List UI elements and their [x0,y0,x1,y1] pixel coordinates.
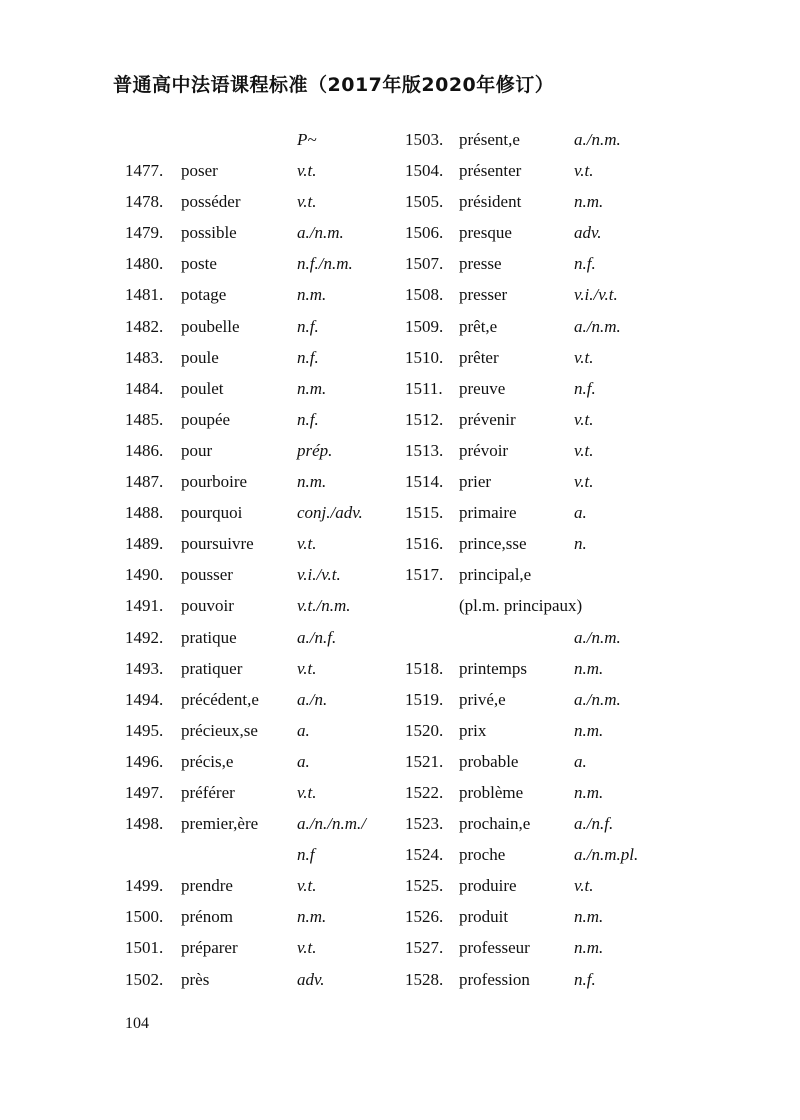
entry-part-of-speech: v.t. [574,876,594,896]
vocab-entry-row [125,311,395,342]
entry-number: 1523. [405,814,444,834]
vocab-entry-row [125,870,395,901]
entry-word: prochain,e [459,814,531,834]
entry-word: président [459,192,522,212]
entry-word: possible [181,223,237,243]
entry-word: probable [459,751,519,771]
entry-number: 1507. [405,254,444,274]
vocab-entry-row [405,217,695,248]
entry-word: prendre [181,876,233,896]
vocab-entry-row [405,839,695,870]
entry-number: 1515. [405,503,444,523]
entry-part-of-speech: a./n.m. [574,316,621,336]
entry-word: poste [181,254,217,274]
entry-word: poulet [181,378,224,398]
entry-number: 1478. [125,192,164,212]
entry-part-of-speech: v.i./v.t. [574,285,618,305]
vocab-entry-row [125,839,395,870]
entry-word: présenter [459,161,522,181]
entry-part-of-speech: a./n. [297,689,328,709]
entry-word: précédent,e [181,689,259,709]
entry-part-of-speech: v.t. [297,938,317,958]
entry-word: prévenir [459,409,516,429]
vocab-entry-row [125,622,395,653]
entry-number: 1477. [125,161,164,181]
entry-number: 1481. [125,285,164,305]
entry-part-of-speech: n.m. [574,782,604,802]
entry-number: 1495. [125,720,164,740]
entry-number: 1514. [405,472,444,492]
vocab-entry-row [405,777,695,808]
entry-word: profession [459,969,530,989]
entry-number: 1484. [125,378,164,398]
entry-number: 1501. [125,938,164,958]
entry-part-of-speech: a./n.m. [574,130,621,149]
vocab-entry-row [405,466,695,497]
entry-number: 1516. [405,534,444,554]
entry-number: 1505. [405,192,444,212]
entry-part-of-speech: n.m. [574,192,604,212]
entry-word: potage [181,285,227,305]
entry-number: 1496. [125,751,164,771]
entry-word: précieux,se [181,720,258,740]
vocab-entry-row [125,404,395,435]
entry-word: premier,ère [181,814,259,834]
entry-word: prince,sse [459,534,527,554]
entry-part-of-speech: v.t. [297,192,317,212]
vocab-entry-row [405,404,695,435]
entry-number: 1504. [405,161,444,181]
entry-part-of-speech: v.t. [574,440,594,460]
vocab-entry-row [125,590,395,621]
vocab-entry-row [125,528,395,559]
entry-part-of-speech: n.f. [574,378,596,398]
entry-part-of-speech: n.m. [574,938,604,958]
entry-word: pratique [181,627,237,647]
entry-number: 1521. [405,751,444,771]
vocab-entry-row [125,684,395,715]
entry-part-of-speech: n.m. [297,907,327,927]
entry-number: 1518. [405,658,444,678]
vocab-entry-row [405,528,695,559]
entry-number: 1509. [405,316,444,336]
page-header-title: 普通高中法语课程标准（2017年版2020年修订） [113,74,555,96]
entry-word: (pl.m. principaux) [459,596,583,616]
entry-part-of-speech: a. [574,503,587,523]
vocab-entry-row [405,155,695,186]
entry-word: poupée [181,409,231,429]
vocab-entry-row [405,279,695,310]
vocab-entry-row [125,964,395,995]
vocab-entry-row [405,870,695,901]
vocab-entry-row [125,777,395,808]
entry-word: professeur [459,938,530,958]
vocab-entry-row [405,311,695,342]
entry-word: presque [459,223,512,243]
entry-part-of-speech: v.t. [574,409,594,429]
entry-part-of-speech: n.m. [297,285,327,305]
vocab-entry-row [405,808,695,839]
vocab-entry-row [405,901,695,932]
entry-part-of-speech: v.t. [297,876,317,896]
vocab-entry-row [125,373,395,404]
entry-word: pousser [181,565,233,585]
entry-part-of-speech: n.m. [297,472,327,492]
vocab-entry-row [125,155,395,186]
entry-number: 1517. [405,565,444,585]
entry-part-of-speech: n.f [297,845,315,865]
vocab-entry-row [125,746,395,777]
entry-part-of-speech: v.t./n.m. [297,596,351,616]
entry-part-of-speech: n.m. [297,378,327,398]
entry-part-of-speech: n.f. [574,254,596,274]
entry-part-of-speech: n.f./n.m. [297,254,353,274]
entry-part-of-speech: a. [574,751,587,771]
entry-word: primaire [459,503,517,523]
vocab-entry-row [405,559,695,590]
entry-part-of-speech: v.t. [574,347,594,367]
entry-number: 1524. [405,845,444,865]
entry-number: 1493. [125,658,164,678]
entry-word: pouvoir [181,596,234,616]
entry-number: 1527. [405,938,444,958]
entry-number: 1508. [405,285,444,305]
entry-part-of-speech: a./n.m. [574,689,621,709]
entry-number: 1479. [125,223,164,243]
entry-part-of-speech: adv. [297,969,325,989]
entry-word: problème [459,782,524,802]
vocab-entry-row [405,373,695,404]
entry-part-of-speech: v.t. [574,472,594,492]
entry-part-of-speech: n.m. [574,720,604,740]
vocab-entry-row [125,653,395,684]
entry-word: presse [459,254,502,274]
entry-number: 1500. [125,907,164,927]
vocab-entry-row [405,622,695,653]
vocab-entry-row [405,590,695,621]
entry-number: 1490. [125,565,164,585]
vocab-entry-row [125,932,395,963]
entry-word: poule [181,347,219,367]
entry-part-of-speech: adv. [574,223,602,243]
entry-part-of-speech: n.f. [297,347,319,367]
entry-word: près [181,969,210,989]
entry-number: 1485. [125,409,164,429]
entry-number: 1502. [125,969,164,989]
entry-word: précis,e [181,751,234,771]
page-number: 104 [125,1015,149,1032]
vocab-entry-row [125,497,395,528]
vocabulary-column-right [405,124,695,995]
entry-word: prêt,e [459,316,498,336]
entry-number: 1510. [405,347,444,367]
entry-word: prévoir [459,440,509,460]
entry-part-of-speech: n.f. [297,409,319,429]
entry-part-of-speech: a./n.m. [297,223,344,243]
entry-part-of-speech: n.m. [574,658,604,678]
entry-number: 1528. [405,969,444,989]
entry-word: privé,e [459,689,506,709]
vocab-entry-row [405,342,695,373]
entry-number: 1486. [125,440,164,460]
entry-part-of-speech: n. [574,534,587,554]
entry-part-of-speech: v.t. [574,161,594,181]
entry-number: 1525. [405,876,444,896]
entry-number: 1522. [405,782,444,802]
vocab-entry-row [125,901,395,932]
entry-word: prêter [459,347,499,367]
entry-part-of-speech: v.t. [297,534,317,554]
entry-number: 1519. [405,689,444,709]
entry-part-of-speech: a./n./n.m./ [297,814,366,834]
entry-word: pratiquer [181,658,243,678]
entry-word: prix [459,720,487,740]
entry-number: 1489. [125,534,164,554]
entry-number: 1503. [405,130,444,149]
vocab-entry-row [405,684,695,715]
entry-number: 1513. [405,440,444,460]
vocab-entry-row [125,715,395,746]
vocab-entry-row [405,653,695,684]
vocab-entry-row [125,248,395,279]
entry-number: 1482. [125,316,164,336]
entry-word: présent,e [459,130,520,149]
entry-number: 1492. [125,627,164,647]
vocab-entry-row [125,342,395,373]
vocab-entry-row [125,186,395,217]
entry-word: préférer [181,782,235,802]
entry-word: poubelle [181,316,240,336]
entry-word: poser [181,161,218,181]
entry-number: 1494. [125,689,164,709]
entry-part-of-speech: n.f. [297,316,319,336]
vocab-entry-row [405,435,695,466]
entry-part-of-speech: a. [297,751,310,771]
vocab-entry-row [125,808,395,839]
entry-word: principal,e [459,565,532,585]
entry-word: preuve [459,378,506,398]
entry-number: 1512. [405,409,444,429]
entry-number: 1499. [125,876,164,896]
entry-word: préparer [181,938,238,958]
vocab-entry-row [405,746,695,777]
entry-number: 1497. [125,782,164,802]
entry-word: pourboire [181,472,248,492]
entry-number: 1487. [125,472,164,492]
entry-word: pour [181,440,213,460]
entry-part-of-speech: a. [297,720,310,740]
entry-part-of-speech: a./n.f. [297,627,337,647]
vocab-entry-row [405,932,695,963]
entry-number: 1480. [125,254,164,274]
entry-part-of-speech: v.t. [297,782,317,802]
entry-word: prénom [181,907,233,927]
entry-number: 1491. [125,596,164,616]
entry-part-of-speech: a./n.m.pl. [574,845,639,865]
vocab-entry-row [125,466,395,497]
vocab-entry-row [125,279,395,310]
vocabulary-column-left [125,124,395,995]
vocab-entry-row [405,124,695,155]
vocab-entry-row [125,124,395,155]
vocab-entry-row [125,217,395,248]
entry-number: 1506. [405,223,444,243]
entry-part-of-speech: prép. [297,440,333,460]
entry-part-of-speech: n.f. [574,969,596,989]
entry-word: posséder [181,192,241,212]
entry-word: printemps [459,658,527,678]
entry-word: pourquoi [181,503,243,523]
entry-number: 1488. [125,503,164,523]
entry-word: proche [459,845,506,865]
entry-part-of-speech: v.t. [297,161,317,181]
entry-word: prier [459,472,492,492]
vocab-entry-row [405,186,695,217]
entry-number: 1526. [405,907,444,927]
entry-word: poursuivre [181,534,254,554]
vocab-entry-row [405,248,695,279]
entry-part-of-speech: a./n.m. [574,627,621,647]
vocab-entry-row [405,497,695,528]
entry-number: 1520. [405,720,444,740]
entry-word: produit [459,907,509,927]
entry-number: 1483. [125,347,164,367]
entry-part-of-speech: a./n.f. [574,814,614,834]
entry-part-of-speech: n.m. [574,907,604,927]
vocab-entry-row [125,435,395,466]
entry-part-of-speech: conj./adv. [297,503,363,523]
entry-part-of-speech: P~ [297,130,317,149]
entry-part-of-speech: v.i./v.t. [297,565,341,585]
entry-number: 1511. [405,378,443,398]
entry-word: presser [459,285,508,305]
vocab-entry-row [125,559,395,590]
vocab-entry-row [405,715,695,746]
entry-part-of-speech: v.t. [297,658,317,678]
vocab-entry-row [405,964,695,995]
entry-number: 1498. [125,814,164,834]
entry-word: produire [459,876,517,896]
